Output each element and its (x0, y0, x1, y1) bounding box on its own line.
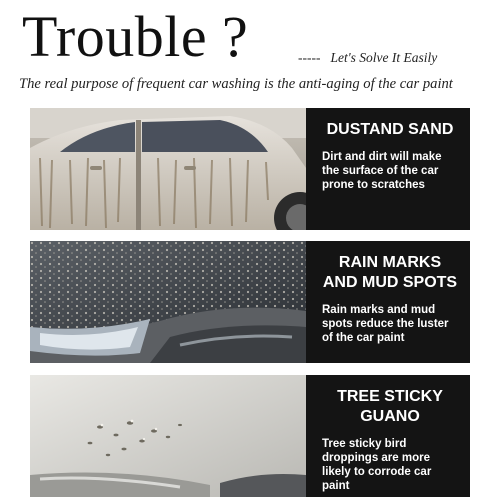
tagline-text: Let's Solve It Easily (330, 50, 438, 65)
problem-heading: TREE STICKY GUANO (337, 388, 443, 425)
problem-row-guano (30, 375, 470, 497)
problem-description: Tree sticky bird droppings are more likely to corrode car paint (322, 438, 432, 492)
dirty-car-side-photo (30, 108, 306, 230)
rain-marks-hood-photo (30, 241, 306, 363)
problem-heading: RAIN MARKS AND MUD SPOTS (322, 254, 458, 291)
problem-row-rain (30, 241, 470, 363)
problem-description: Rain marks and mud spots reduce the luster of the car paint (322, 304, 449, 344)
bird-droppings-hood-photo (30, 375, 306, 497)
tagline (298, 50, 437, 66)
problem-panel-rain (306, 241, 470, 363)
problem-heading: DUSTAND SAND (326, 121, 454, 138)
tagline-dash: ----- (298, 50, 321, 65)
problem-panel-guano (306, 375, 470, 497)
subtitle: The real purpose of frequent car washing is the anti-aging of the car paint (19, 76, 453, 92)
problem-row-dust (30, 108, 470, 230)
problem-description: Dirt and dirt will make the surface of the car prone to scratches (322, 151, 442, 191)
page-title: Trouble ? (22, 4, 249, 69)
problem-panel-dust (306, 108, 470, 230)
